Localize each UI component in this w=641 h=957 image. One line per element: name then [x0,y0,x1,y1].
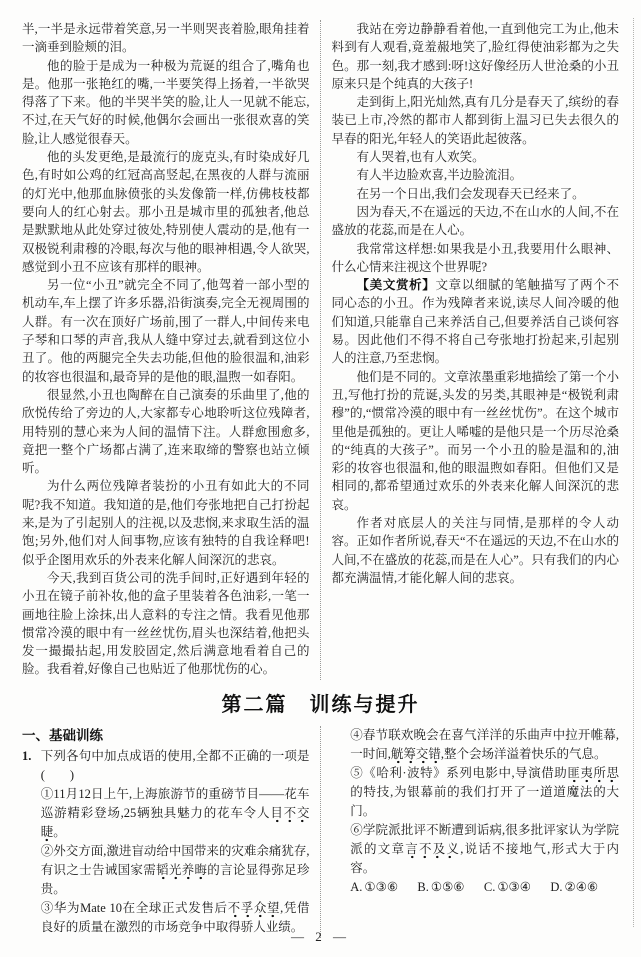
item-text: ③华为Mate 10在全球正式发售后 [40,901,228,915]
dotted-idiom: 匪夷所思 [567,766,619,783]
part-title: 第二篇 训练与提升 [221,694,420,716]
essay-paragraph: 半,一半是永远带着笑意,另一半则哭丧着脸,眼角挂着一滴垂到脸颊的泪。 [22,22,310,55]
essay-paragraph: 我站在旁边静静看着他,一直到他完工为止,他未料到有人观看,竟羞赧地笑了,脸红得使油彩都为之失色。那一刻,我才感到:呀!这好像经历人世沧桑的小丑原来只是个纯真的大孩子! [331,22,619,91]
option-label: C. [483,880,496,894]
item-text: ,说话不接地气,形式大于内容。 [350,842,619,875]
essay-paragraph: 【美文赏析】文章以细腻的笔触描写了两个不同心态的小丑。作为残障者来说,读尽人间冷暖的他们知道,只能靠自己来养活自己,但要养活自己谈何容易。因此他们不得不将自己夸张地打扮起来,引起别人的注意,乃至悲悯。 [331,278,619,366]
essay-paragraph: 在另一个日出,我们会发现春天已经来了。 [356,186,585,201]
exercise-item [22,785,310,842]
option-label: A. [350,880,363,894]
exercise-item [332,821,620,878]
option-label: D. [550,880,563,894]
item-text: 的言论显得弥足珍贵。 [40,863,310,896]
answer-option [417,878,464,897]
essay-section [22,20,619,680]
essay-paragraph: 今天,我到百货公司的洗手间时,正好遇到年轻的小丑在镜子前补妆,他的盒子里装着各色油彩,一笔一画地往脸上涂抹,出人意料的专注之情。我看见他那惯常冷漠的眼中有一丝丝忧伤,眉头也深结着,他把头发一撮撮拈起,用发胶固定,然后满意地看着自己的脸。我看着,好像自己也贴近了他那忧伤的心。 [22,570,310,677]
item-text: 。 [53,825,66,839]
question-stem: 下列各句中加点成语的使用,全都不正确的一项是( ) [40,749,310,782]
essay-paragraph: 另一位“小丑”就完全不同了,他驾着一部小型的机动车,车上摆了许多乐器,沿街演奏,完全无视周围的人群。有一次在顶好广场前,围了一群人,中间传来电子琴和口琴的声音,我从人缝中穿过去,就看到这位小丑了。他的两腿完全失去功能,但他的脸很温和,油彩的妆容也很温和,最奇异的是他的眼,温煦一如春阳。 [22,278,310,384]
item-text: 的特技,为银幕前的我们打开了一道道魔法的大门。 [350,785,619,818]
option-value: ①③④ [497,880,531,894]
question-number: 1. [22,749,32,763]
item-text: ④春节联欢晚会在喜气洋洋的乐曲声中拉开帷幕,一时间, [350,728,619,761]
option-label: B. [417,880,429,894]
dotted-idiom: 言不及义 [405,842,460,859]
item-text: ,凭借良好的质量在激烈的市场竞争中取得骄人业绩。 [40,901,310,934]
appreciation-label: 【美文赏析】 [356,278,436,293]
exercise-section [22,726,619,938]
essay-paragraph: 他的头发更绝,是最流行的庞克头,有时染成好几色,有时如公鸡的红冠高高竖起,在黑夜的人群与流丽的灯光中,他那血脉偾张的头发像箭一样,仿佛枝枝都要向人的红心射去。那小丑是城市里的孤独者,他总是默默地从此处穿过彼处,特别使人震动的是,他有一双极锐利肃穆的冷眼,每次与他的眼神相遇,令人欲哭,感觉到小丑不应该有那样的眼神。 [22,150,310,274]
option-value: ①⑤⑥ [430,880,465,894]
exercise-item [332,764,620,821]
answer-options [332,878,620,897]
essay-paragraph: 作者对底层人的关注与同情,是那样的令人动容。正如作者所说,春天“不在遥远的天边,不在山水的人间,不在盛放的花蕊,而是在人心”。只有我们的内心都充满温情,才能化解人间的悲哀。 [331,516,619,585]
item-text: ②外交方面,激进盲动给中国带来的灾难余痛犹存,有识之士告诫国家需 [40,844,310,877]
essay-paragraph: 我常常这样想:如果我是小丑,我要用什么眼神、什么心情来注视这个世界呢? [331,241,619,274]
option-value: ①③⑥ [364,880,399,894]
essay-paragraph: 有人半边脸欢喜,半边脸流泪。 [356,168,523,183]
item-text: ,整个会场洋溢着快乐的气息。 [440,747,607,761]
essay-paragraph: 有人哭着,也有人欢笑。 [356,150,485,165]
page-edge-line [633,18,634,927]
essay-paragraph: 很显然,小丑也陶醉在自己演奏的乐曲里了,他的欣悦传给了旁边的人,大家都专心地聆听这位残障者,用特别的慧心来为人间的温情下注。人群愈围愈多,竟把一整个广场都占满了,连来取缔的警察也站立倾听。 [22,387,310,476]
dotted-idiom: 韬光养晦 [156,863,207,880]
exercise-heading: 一、基础训练 [22,728,103,743]
item-text: ⑤《哈利·波特》系列电影中,导演借助 [350,766,568,780]
answer-option [350,878,398,897]
exercise-item [22,842,310,899]
essay-paragraph: 因为春天,不在遥远的天边,不在山水的人间,不在盛放的花蕊,而是在人心。 [331,204,619,238]
question-1 [22,747,310,785]
essay-paragraph: 走到街上,阳光灿然,真有几分是春天了,缤纷的春装已上市,冷然的都市人都到街上温习已失去很久的早春的阳光,年轻人的笑语此起彼落。 [331,95,619,146]
essay-paragraph: 他们是不同的。文章浓墨重彩地描绘了第一个小丑,写他打扮的荒诞,头发的另类,其眼神是“极锐利肃穆”的,“惯常冷漠的眼中有一丝丝忧伤”。在这个城市里他是孤独的。更让人唏嘘的是他只是一个历尽沧桑的“纯真的大孩子”。而另一个小丑的脸是温和的,油彩的妆容也很温和,他的眼温煦如春阳。但他们又是相同的,都希望通过欢乐的外表来化解人间深沉的悲哀。 [331,369,620,512]
page-footer [0,929,641,945]
dotted-idiom: 不孚众望 [228,901,280,918]
dotted-idiom: 目不交睫 [41,806,310,842]
essay-paragraph: 他的脸于是成为一种极为荒诞的组合了,嘴角也是。他那一张艳红的嘴,一半要笑得上扬着,一半欲哭得落了下来。他的半哭半笑的脸,让人一见就不能忘,不过,在天气好的时候,他偶尔会画出一张很欢喜的笑脸,让人感觉很春天。 [22,58,310,146]
item-text: ⑥学院派批评不断遭到诟病,很多批评家认为学院派的文章 [350,823,619,856]
essay-paragraph: 为什么两位残障者装扮的小丑有如此大的不同呢?我不知道。我知道的是,他们夸张地把自己打扮起来,是为了引起别人的注视,以及悲悯,来求取生活的温饱;另外,他们对人间事物,应该有独特的自我诠释吧!似乎企图用欢乐的外表来化解人间深沉的悲哀。 [22,479,310,567]
answer-option [550,878,598,897]
page-number: — 2 — [291,929,350,944]
dotted-idiom: 觥筹交错 [391,747,441,764]
answer-option [484,878,531,897]
item-text: ①11月12日上午,上海旅游节的重磅节目——花车巡游精彩登场,25辆独具魅力的花车令人 [40,787,310,820]
option-value: ②④⑥ [564,880,599,894]
exercise-item [332,726,620,764]
